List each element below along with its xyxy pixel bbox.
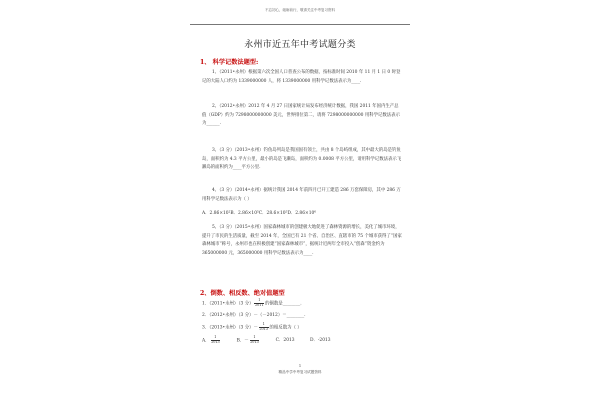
question-1-4-options: A．2.86×10²B．2.86×10⁵C．28.6×10⁵D．2.86×10⁶ <box>202 211 317 216</box>
section-2-heading: 2、倒数、相反数、绝对值题型 <box>200 290 285 297</box>
fraction-denominator: 2013 <box>259 326 269 331</box>
option-a-label: A． <box>202 338 210 344</box>
fraction-denominator: 2011 <box>254 302 264 307</box>
header-note: 不忘初心，砥砺前行，敬请关注中考复习资料 <box>265 8 335 12</box>
fraction <box>250 336 260 345</box>
question-1-2: 2、（2012•永州）2012 年 4 月 27 日国家统计局发布经济统计数据，我国 2011 年国内生产总值（GDP）约为 7298000000000 美元，世界排位第二，请将 7298000000000 用科学记数法表示为______. <box>202 104 400 126</box>
option-b-label: B．－ <box>236 338 249 344</box>
option-b <box>237 336 261 346</box>
option-c: C．2013 <box>275 338 295 344</box>
question-2-1-suffix: 的倒数是________. <box>265 301 302 307</box>
question-2-3-options <box>202 336 402 346</box>
page-number: 1 <box>298 364 302 368</box>
fraction-numerator: 1 <box>211 336 221 341</box>
fraction <box>259 323 269 332</box>
section-1-heading: 1、 科学记数法题型: <box>200 59 259 66</box>
option-a <box>202 336 221 346</box>
question-2-3-prefix: 3．（2013•永州）（3 分）－ <box>202 325 258 331</box>
fraction-denominator: 2013 <box>211 339 220 344</box>
question-2-1 <box>202 299 402 309</box>
question-2-1-prefix: 1．（2011•永州）（3 分） <box>202 301 254 307</box>
question-1-4: 4、（3 分）（2014•永州）据统计我国 2014 年前四月已开工建造 286 万套保障房，其中 286 万用科学记数法表示为（ ） <box>202 188 401 202</box>
fraction-numerator: 1 <box>259 323 269 328</box>
question-2-2: 2．（2012•永州）（3 分）－（－2012）＝________. <box>202 313 306 318</box>
question-1-3: 3、（3 分）（2013•永州）钓鱼岛列岛是我国固有领土，共由 8 个岛屿组成，其中最大的岛是钓鱼岛，面积约为 4.3 平方公里，最小的岛是飞濑岛，面积约为 0.0008 平方公里，请用科学记数法表示飞濑岛的面积约为____平方公里. <box>202 148 402 170</box>
question-2-3 <box>202 323 402 333</box>
page-title: 永州市近五年中考试题分类 <box>244 40 356 50</box>
document-page <box>190 0 410 400</box>
fraction-numerator: 1 <box>250 336 260 341</box>
fraction-numerator: 1 <box>254 299 264 304</box>
fraction <box>254 299 264 308</box>
question-1-5: 5、（3 分）（2015•永州）国家森林城市的创建极大地促进了森林资源的增长，美化了城市环境，提升了市民的生活质量，截至 2014 年，全国已有 21 个省、自治区、直辖市的 75 个城市获得了“国家森林城市”称号，永州市也在积极创建“国家森林城市”，据统计近两年全市投入“创森”资金约为 365000000 元，365000000 用科学记数法表示为____. <box>202 225 402 256</box>
question-2-3-suffix: 的相反数为（ ） <box>269 325 302 331</box>
option-d: D．-2013 <box>310 338 331 344</box>
header-divider <box>190 24 410 25</box>
footer-note: 精品中学中考复习试题资料 <box>278 370 322 374</box>
fraction <box>211 336 221 345</box>
fraction-denominator: 2013 <box>250 339 259 344</box>
question-1-1: 1、（2011•永州）根据第六次全国人口普查公布的数据，按标准时间 2010 年 11 月 1 日 0 时登记的大陆人口约为 1339000000 人，将 1339000000 用科学记数法表示为____. <box>202 70 401 84</box>
